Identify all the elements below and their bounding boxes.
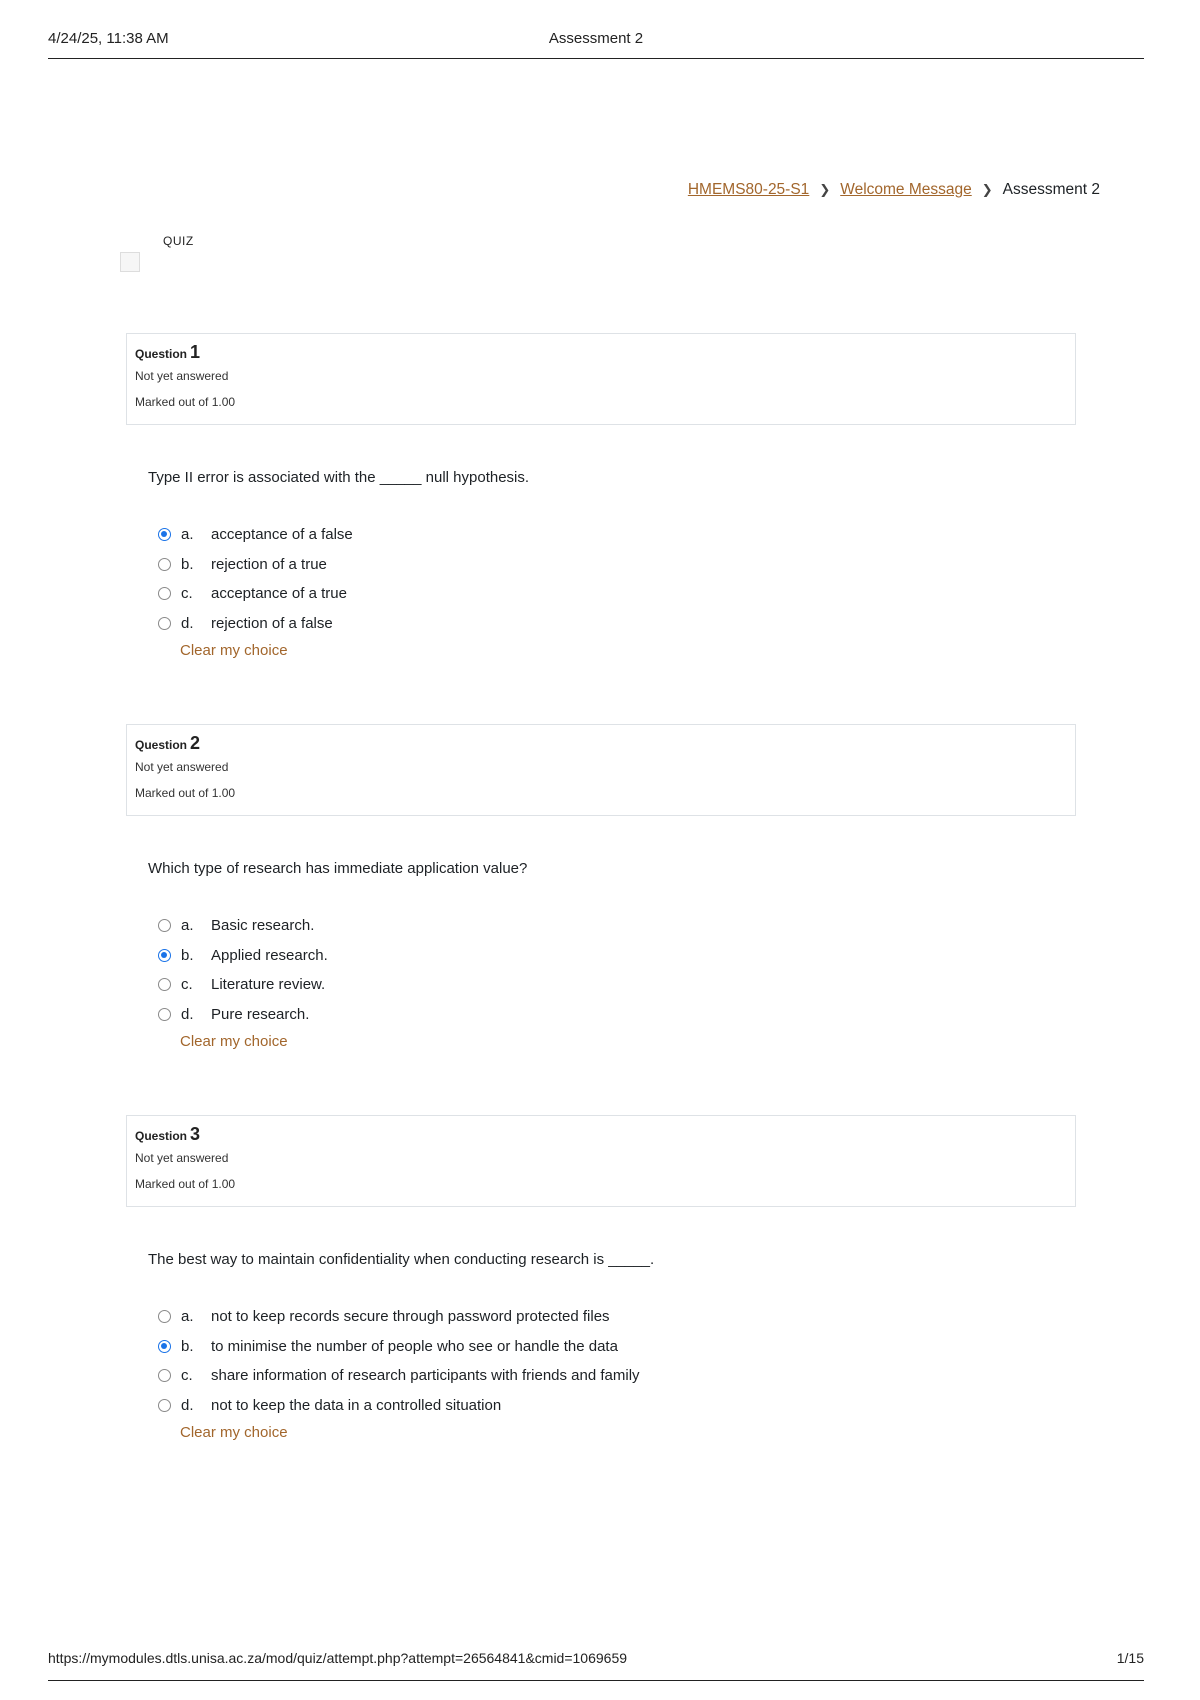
answer-option-c[interactable]: c. acceptance of a true	[158, 579, 1076, 609]
print-title: Assessment 2	[548, 30, 644, 47]
question-text: Which type of research has immediate application value?	[148, 860, 528, 877]
question-info	[126, 724, 1076, 816]
answer-text: Applied research.	[211, 946, 328, 964]
breadcrumb-current: Assessment 2	[1002, 181, 1100, 198]
answer-text: to minimise the number of people who see or handle the data	[211, 1337, 618, 1355]
question-number: Question 3	[135, 1124, 201, 1144]
radio-button-selected[interactable]	[158, 1340, 171, 1353]
answer-options	[158, 1302, 1076, 1420]
answer-text: not to keep the data in a controlled situation	[211, 1396, 502, 1414]
radio-button[interactable]	[158, 978, 171, 991]
page-url: https://mymodules.dtls.unisa.ac.za/mod/quiz/attempt.php?attempt=26564841&cmid=1069659	[48, 1650, 628, 1666]
answer-options	[158, 520, 1076, 638]
answer-option-b[interactable]: b. to minimise the number of people who see or handle the data	[158, 1332, 1076, 1362]
question-state: Not yet answered	[135, 760, 229, 774]
answer-option-a[interactable]: a. Basic research.	[158, 911, 1076, 941]
radio-button[interactable]	[158, 617, 171, 630]
radio-button[interactable]	[158, 1310, 171, 1323]
answer-option-a[interactable]: a. acceptance of a false	[158, 520, 1076, 550]
radio-button-selected[interactable]	[158, 528, 171, 541]
clear-choice-link[interactable]: Clear my choice	[180, 1424, 288, 1441]
clear-choice-link[interactable]: Clear my choice	[180, 642, 288, 659]
question-grade: Marked out of 1.00	[135, 395, 236, 409]
question-text: The best way to maintain confidentiality when conducting research is _____.	[148, 1251, 655, 1268]
chevron-right-icon: ❯	[981, 182, 993, 197]
radio-button[interactable]	[158, 1369, 171, 1382]
answer-text: Pure research.	[211, 1005, 310, 1023]
radio-button[interactable]	[158, 587, 171, 600]
question-grade: Marked out of 1.00	[135, 786, 236, 800]
answer-options	[158, 911, 1076, 1029]
question-2	[126, 724, 1076, 1050]
answer-text: Basic research.	[211, 917, 315, 935]
answer-option-c[interactable]: c. share information of research participants with friends and family	[158, 1361, 1076, 1391]
radio-button[interactable]	[158, 1399, 171, 1412]
activity-type-label: QUIZ	[163, 234, 194, 248]
question-info	[126, 333, 1076, 425]
answer-text: Literature review.	[211, 976, 326, 994]
question-3	[126, 1115, 1076, 1441]
answer-text: not to keep records secure through password protected files	[211, 1308, 610, 1326]
breadcrumb-course-link[interactable]: HMEMS80-25-S1	[687, 181, 810, 198]
answer-option-d[interactable]: d. not to keep the data in a controlled situation	[158, 1391, 1076, 1421]
breadcrumb-section-link[interactable]: Welcome Message	[840, 181, 972, 198]
page-number: 1/15	[1116, 1650, 1144, 1666]
question-state: Not yet answered	[135, 1151, 229, 1165]
question-text: Type II error is associated with the _____ null hypothesis.	[148, 469, 530, 486]
answer-text: acceptance of a true	[211, 585, 347, 603]
answer-text: rejection of a true	[211, 555, 327, 573]
quiz-icon	[120, 252, 140, 272]
answer-option-b[interactable]: b. rejection of a true	[158, 550, 1076, 580]
print-footer	[48, 1650, 1144, 1681]
answer-option-d[interactable]: d. rejection of a false	[158, 609, 1076, 639]
answer-text: acceptance of a false	[211, 526, 353, 544]
question-number: Question 1	[135, 342, 201, 362]
answer-text: rejection of a false	[211, 614, 333, 632]
print-datetime: 4/24/25, 11:38 AM	[48, 30, 169, 47]
question-1	[126, 333, 1076, 659]
breadcrumb	[688, 181, 1100, 199]
clear-choice-link[interactable]: Clear my choice	[180, 1033, 288, 1050]
answer-option-c[interactable]: c. Literature review.	[158, 970, 1076, 1000]
radio-button[interactable]	[158, 919, 171, 932]
radio-button[interactable]	[158, 1008, 171, 1021]
radio-button-selected[interactable]	[158, 949, 171, 962]
chevron-right-icon: ❯	[819, 182, 831, 197]
radio-button[interactable]	[158, 558, 171, 571]
answer-option-b[interactable]: b. Applied research.	[158, 941, 1076, 971]
question-state: Not yet answered	[135, 369, 229, 383]
print-header	[48, 30, 1144, 59]
answer-option-d[interactable]: d. Pure research.	[158, 1000, 1076, 1030]
question-number: Question 2	[135, 733, 201, 753]
question-grade: Marked out of 1.00	[135, 1177, 236, 1191]
answer-text: share information of research participants with friends and family	[211, 1367, 640, 1385]
question-info	[126, 1115, 1076, 1207]
answer-option-a[interactable]: a. not to keep records secure through password protected files	[158, 1302, 1076, 1332]
